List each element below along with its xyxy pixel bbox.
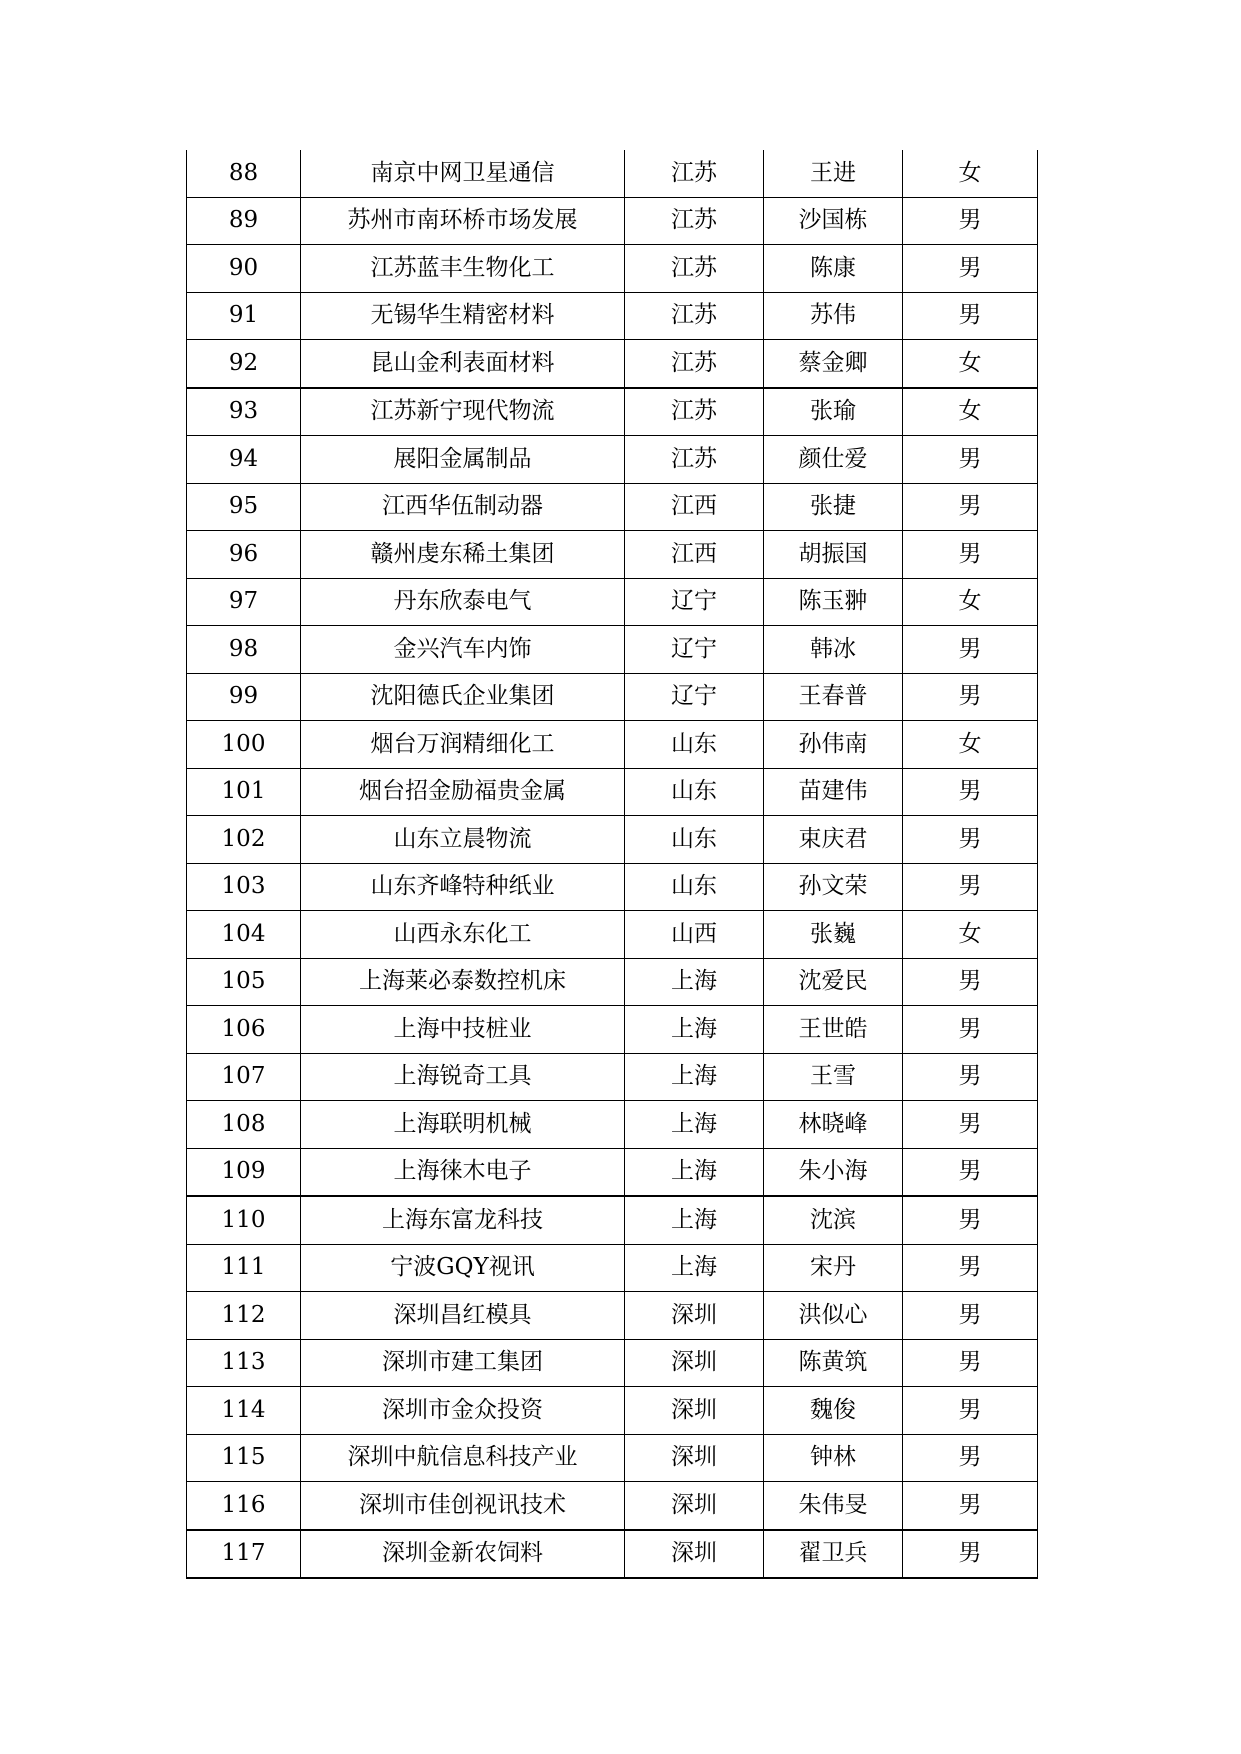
- person-name-cell: 张捷: [764, 483, 903, 531]
- province-cell: 山东: [625, 863, 764, 911]
- row-number-cell: 95: [187, 483, 301, 531]
- province-cell: 江苏: [625, 340, 764, 388]
- province-cell: 上海: [625, 958, 764, 1006]
- province-cell: 山东: [625, 768, 764, 816]
- person-name-cell: 王世皓: [764, 1006, 903, 1054]
- company-cell: 无锡华生精密材料: [301, 292, 625, 340]
- table-row: [187, 626, 1038, 674]
- company-cell: 深圳市佳创视讯技术: [301, 1482, 625, 1530]
- table-row: [187, 1387, 1038, 1435]
- gender-cell: 男: [903, 1339, 1038, 1387]
- person-name-cell: 王春普: [764, 673, 903, 721]
- row-number-cell: 109: [187, 1148, 301, 1196]
- gender-cell: 男: [903, 958, 1038, 1006]
- company-cell: 上海锐奇工具: [301, 1053, 625, 1101]
- person-name-cell: 朱伟旻: [764, 1482, 903, 1530]
- province-cell: 上海: [625, 1006, 764, 1054]
- person-name-cell: 沈爱民: [764, 958, 903, 1006]
- roster-table: [186, 150, 1038, 1579]
- table-row: [187, 1530, 1038, 1579]
- person-name-cell: 翟卫兵: [764, 1530, 903, 1579]
- row-number-cell: 98: [187, 626, 301, 674]
- table-row: [187, 673, 1038, 721]
- person-name-cell: 洪似心: [764, 1292, 903, 1340]
- province-cell: 上海: [625, 1244, 764, 1292]
- company-cell: 江苏新宁现代物流: [301, 388, 625, 436]
- person-name-cell: 沙国栋: [764, 197, 903, 245]
- table-row: [187, 1053, 1038, 1101]
- person-name-cell: 孙文荣: [764, 863, 903, 911]
- row-number-cell: 113: [187, 1339, 301, 1387]
- person-name-cell: 陈玉翀: [764, 578, 903, 626]
- province-cell: 山东: [625, 721, 764, 769]
- company-cell: 上海莱必泰数控机床: [301, 958, 625, 1006]
- table-row: [187, 483, 1038, 531]
- company-cell: 江西华伍制动器: [301, 483, 625, 531]
- province-cell: 山东: [625, 816, 764, 864]
- company-cell: 深圳昌红模具: [301, 1292, 625, 1340]
- row-number-cell: 116: [187, 1482, 301, 1530]
- gender-cell: 男: [903, 1530, 1038, 1579]
- company-cell: 深圳金新农饲料: [301, 1530, 625, 1579]
- gender-cell: 男: [903, 1482, 1038, 1530]
- person-name-cell: 苗建伟: [764, 768, 903, 816]
- person-name-cell: 蔡金卿: [764, 340, 903, 388]
- gender-cell: 男: [903, 292, 1038, 340]
- province-cell: 深圳: [625, 1387, 764, 1435]
- gender-cell: 女: [903, 150, 1038, 197]
- person-name-cell: 王雪: [764, 1053, 903, 1101]
- gender-cell: 男: [903, 1101, 1038, 1149]
- table-row: [187, 436, 1038, 484]
- province-cell: 江苏: [625, 388, 764, 436]
- row-number-cell: 101: [187, 768, 301, 816]
- row-number-cell: 94: [187, 436, 301, 484]
- table-row: [187, 340, 1038, 388]
- gender-cell: 男: [903, 626, 1038, 674]
- province-cell: 辽宁: [625, 626, 764, 674]
- table-row: [187, 388, 1038, 436]
- gender-cell: 男: [903, 436, 1038, 484]
- province-cell: 江苏: [625, 197, 764, 245]
- row-number-cell: 99: [187, 673, 301, 721]
- roster-table-body: [187, 150, 1038, 1578]
- province-cell: 辽宁: [625, 578, 764, 626]
- province-cell: 江西: [625, 483, 764, 531]
- gender-cell: 男: [903, 816, 1038, 864]
- person-name-cell: 苏伟: [764, 292, 903, 340]
- company-cell: 金兴汽车内饰: [301, 626, 625, 674]
- province-cell: 深圳: [625, 1530, 764, 1579]
- gender-cell: 男: [903, 197, 1038, 245]
- table-row: [187, 578, 1038, 626]
- gender-cell: 男: [903, 483, 1038, 531]
- table-row: [187, 768, 1038, 816]
- gender-cell: 男: [903, 1006, 1038, 1054]
- person-name-cell: 韩冰: [764, 626, 903, 674]
- row-number-cell: 110: [187, 1196, 301, 1244]
- person-name-cell: 张巍: [764, 911, 903, 959]
- company-cell: 深圳市建工集团: [301, 1339, 625, 1387]
- company-cell: 苏州市南环桥市场发展: [301, 197, 625, 245]
- person-name-cell: 颜仕爱: [764, 436, 903, 484]
- gender-cell: 女: [903, 911, 1038, 959]
- province-cell: 上海: [625, 1101, 764, 1149]
- table-row: [187, 721, 1038, 769]
- row-number-cell: 93: [187, 388, 301, 436]
- company-cell: 深圳中航信息科技产业: [301, 1434, 625, 1482]
- province-cell: 山西: [625, 911, 764, 959]
- table-row: [187, 1244, 1038, 1292]
- row-number-cell: 96: [187, 531, 301, 579]
- province-cell: 江苏: [625, 292, 764, 340]
- table-row: [187, 958, 1038, 1006]
- company-cell: 山东立晨物流: [301, 816, 625, 864]
- province-cell: 深圳: [625, 1434, 764, 1482]
- person-name-cell: 朱小海: [764, 1148, 903, 1196]
- company-cell: 烟台招金励福贵金属: [301, 768, 625, 816]
- gender-cell: 男: [903, 673, 1038, 721]
- table-row: [187, 911, 1038, 959]
- gender-cell: 男: [903, 1053, 1038, 1101]
- row-number-cell: 102: [187, 816, 301, 864]
- row-number-cell: 104: [187, 911, 301, 959]
- province-cell: 上海: [625, 1196, 764, 1244]
- company-cell: 上海中技桩业: [301, 1006, 625, 1054]
- company-cell: 南京中网卫星通信: [301, 150, 625, 197]
- row-number-cell: 100: [187, 721, 301, 769]
- table-row: [187, 1434, 1038, 1482]
- table-row: [187, 197, 1038, 245]
- company-cell: 江苏蓝丰生物化工: [301, 245, 625, 293]
- person-name-cell: 王进: [764, 150, 903, 197]
- province-cell: 辽宁: [625, 673, 764, 721]
- row-number-cell: 97: [187, 578, 301, 626]
- gender-cell: 男: [903, 1292, 1038, 1340]
- table-row: [187, 1482, 1038, 1530]
- company-cell: 山西永东化工: [301, 911, 625, 959]
- company-cell: 上海徕木电子: [301, 1148, 625, 1196]
- province-cell: 上海: [625, 1148, 764, 1196]
- person-name-cell: 宋丹: [764, 1244, 903, 1292]
- province-cell: 深圳: [625, 1339, 764, 1387]
- person-name-cell: 束庆君: [764, 816, 903, 864]
- gender-cell: 男: [903, 245, 1038, 293]
- person-name-cell: 孙伟南: [764, 721, 903, 769]
- row-number-cell: 105: [187, 958, 301, 1006]
- table-row: [187, 863, 1038, 911]
- person-name-cell: 陈黄筑: [764, 1339, 903, 1387]
- gender-cell: 女: [903, 388, 1038, 436]
- province-cell: 江西: [625, 531, 764, 579]
- row-number-cell: 103: [187, 863, 301, 911]
- person-name-cell: 沈滨: [764, 1196, 903, 1244]
- row-number-cell: 115: [187, 1434, 301, 1482]
- table-row: [187, 150, 1038, 197]
- row-number-cell: 108: [187, 1101, 301, 1149]
- table-row: [187, 245, 1038, 293]
- row-number-cell: 111: [187, 1244, 301, 1292]
- province-cell: 江苏: [625, 150, 764, 197]
- row-number-cell: 107: [187, 1053, 301, 1101]
- person-name-cell: 陈康: [764, 245, 903, 293]
- gender-cell: 男: [903, 531, 1038, 579]
- company-cell: 丹东欣泰电气: [301, 578, 625, 626]
- person-name-cell: 钟林: [764, 1434, 903, 1482]
- table-row: [187, 292, 1038, 340]
- gender-cell: 男: [903, 768, 1038, 816]
- company-cell: 深圳市金众投资: [301, 1387, 625, 1435]
- table-row: [187, 531, 1038, 579]
- province-cell: 江苏: [625, 436, 764, 484]
- table-row: [187, 1148, 1038, 1196]
- gender-cell: 男: [903, 1434, 1038, 1482]
- row-number-cell: 88: [187, 150, 301, 197]
- gender-cell: 女: [903, 340, 1038, 388]
- gender-cell: 男: [903, 1244, 1038, 1292]
- row-number-cell: 89: [187, 197, 301, 245]
- company-cell: 上海联明机械: [301, 1101, 625, 1149]
- person-name-cell: 林晓峰: [764, 1101, 903, 1149]
- province-cell: 上海: [625, 1053, 764, 1101]
- company-cell: 烟台万润精细化工: [301, 721, 625, 769]
- province-cell: 深圳: [625, 1482, 764, 1530]
- company-cell: 宁波GQY视讯: [301, 1244, 625, 1292]
- table-row: [187, 1101, 1038, 1149]
- company-cell: 展阳金属制品: [301, 436, 625, 484]
- gender-cell: 女: [903, 721, 1038, 769]
- row-number-cell: 117: [187, 1530, 301, 1579]
- table-row: [187, 1196, 1038, 1244]
- company-cell: 昆山金利表面材料: [301, 340, 625, 388]
- company-cell: 上海东富龙科技: [301, 1196, 625, 1244]
- company-cell: 山东齐峰特种纸业: [301, 863, 625, 911]
- table-row: [187, 816, 1038, 864]
- row-number-cell: 106: [187, 1006, 301, 1054]
- person-name-cell: 魏俊: [764, 1387, 903, 1435]
- table-row: [187, 1292, 1038, 1340]
- gender-cell: 女: [903, 578, 1038, 626]
- row-number-cell: 90: [187, 245, 301, 293]
- table-row: [187, 1006, 1038, 1054]
- person-name-cell: 胡振国: [764, 531, 903, 579]
- company-cell: 赣州虔东稀土集团: [301, 531, 625, 579]
- row-number-cell: 114: [187, 1387, 301, 1435]
- row-number-cell: 91: [187, 292, 301, 340]
- gender-cell: 男: [903, 1196, 1038, 1244]
- row-number-cell: 92: [187, 340, 301, 388]
- gender-cell: 男: [903, 1387, 1038, 1435]
- row-number-cell: 112: [187, 1292, 301, 1340]
- province-cell: 深圳: [625, 1292, 764, 1340]
- province-cell: 江苏: [625, 245, 764, 293]
- gender-cell: 男: [903, 1148, 1038, 1196]
- company-cell: 沈阳德氏企业集团: [301, 673, 625, 721]
- table-row: [187, 1339, 1038, 1387]
- person-name-cell: 张瑜: [764, 388, 903, 436]
- gender-cell: 男: [903, 863, 1038, 911]
